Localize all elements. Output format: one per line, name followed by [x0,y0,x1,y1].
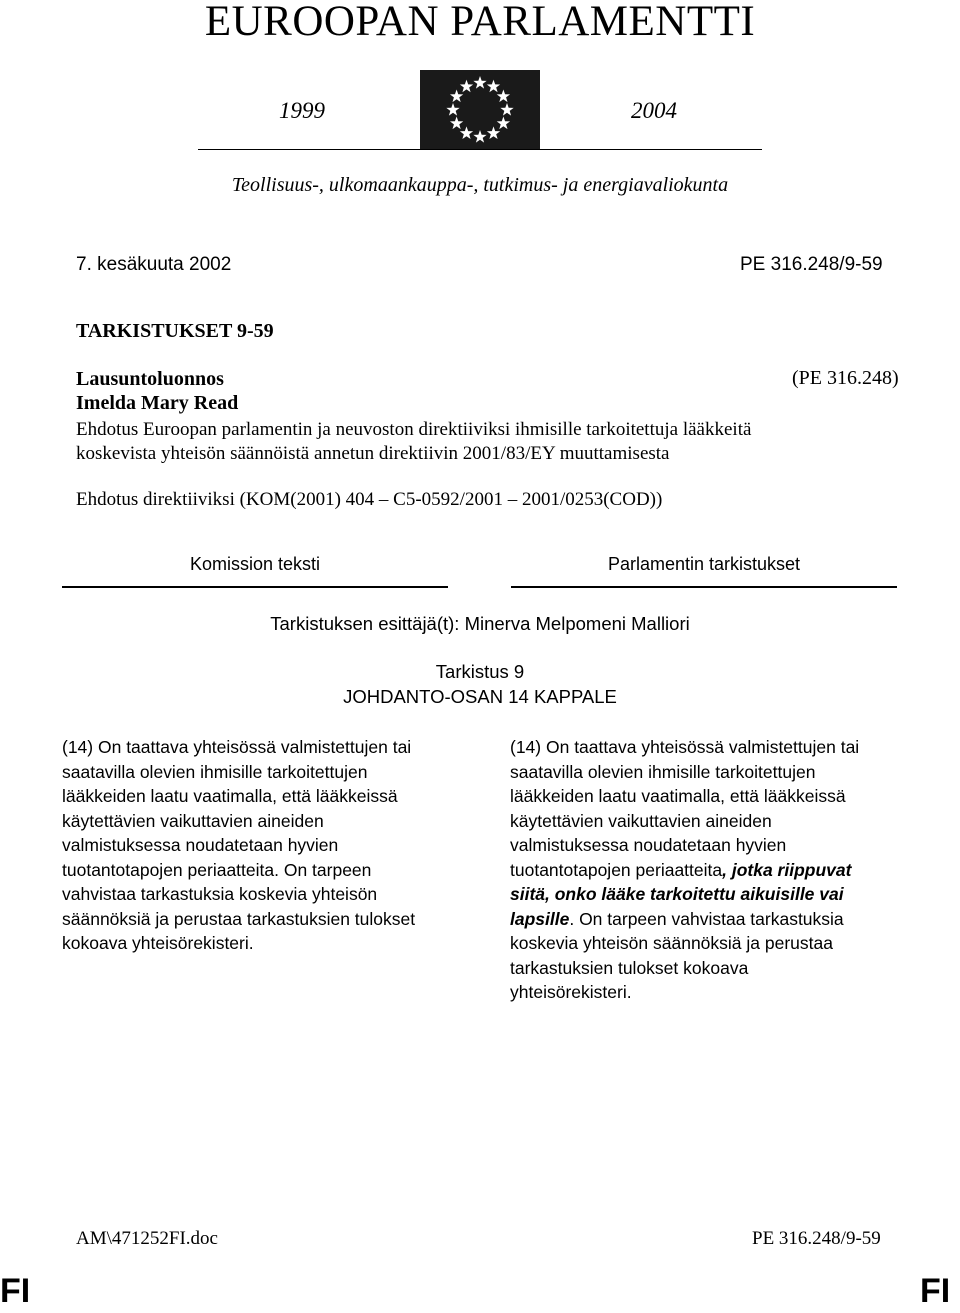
text-line: (14) On taattava yhteisössä valmistettujen tai [62,737,412,757]
commission-text-header: Komission teksti [189,554,321,574]
tabled-by: Tarkistuksen esittäjä(t): Minerva Melpomeni Malliori [270,613,690,634]
document-reference: PE 316.248/9-59 [740,254,883,275]
left-column-rule [62,586,448,588]
eu-stars-icon [420,70,540,150]
parliament-amendments-header: Parlamentin tarkistukset [607,554,801,574]
commission-text-column [62,735,462,956]
amendments-heading: TARKISTUKSET 9-59 [76,320,274,342]
proposal-reference: Ehdotus direktiiviksi (KOM(2001) 404 – C5-0592/2001 – 2001/0253(COD)) [76,489,663,510]
committee-name: Teollisuus-, ulkomaankauppa-, tutkimus- ja energiavaliokunta [231,174,729,196]
text-line: tarkastuksien tulokset kokoava [510,957,749,978]
institution-title: EUROOPAN PARLAMENTTI [204,0,756,45]
text-line [510,907,910,932]
text-line: valmistuksessa noudatetaan hyvien [510,835,787,855]
parliament-amendment-column [510,735,910,1005]
text-line: säännöksiä ja perustaa tarkastuksien tulokset [62,908,416,929]
text-line: käytettävien vaikuttavien aineiden [510,810,772,831]
amended-text: siitä, onko lääke tarkoitettu aikuisille vai [510,884,844,904]
amendment-target: JOHDANTO-OSAN 14 KAPPALE [343,686,617,707]
language-code-left: FI [0,1272,31,1310]
footer-filename: AM\471252FI.doc [76,1228,218,1249]
text-line: vahvistaa tarkastuksia koskevia yhteisön [62,884,378,904]
text-line: koskevia yhteisön säännöksiä ja perustaa [510,933,833,953]
subject-line-1: Ehdotus Euroopan parlamentin ja neuvoston direktiiviksi ihmisille tarkoitettuja lääkkeitä [76,419,752,440]
rapporteur-name: Imelda Mary Read [76,392,239,414]
amended-text: , jotka riippuvat [722,859,852,880]
term-end-year: 2004 [631,98,677,123]
text-line: valmistuksessa noudatetaan hyvien [62,835,339,855]
eu-flag-logo [420,70,540,150]
text-line: saatavilla olevien ihmisille tarkoitettujen [510,761,816,782]
text-line: tuotantotapojen periaatteita. On tarpeen [62,859,372,880]
text-line: yhteisörekisteri. [510,982,632,1002]
text-line: lääkkeiden laatu vaatimalla, että lääkkeissä [62,786,398,806]
text-line: kokoava yhteisörekisteri. [62,933,254,953]
amendment-number: Tarkistus 9 [435,661,525,682]
right-column-rule [511,586,897,588]
text-line: (14) On taattava yhteisössä valmistettujen tai [510,737,860,757]
text-segment: . On tarpeen vahvistaa tarkastuksia [569,908,844,929]
text-line: lääkkeiden laatu vaatimalla, että lääkkeissä [510,786,846,806]
term-start-year: 1999 [279,98,325,123]
text-line: saatavilla olevien ihmisille tarkoitettujen [62,761,368,782]
header-divider [198,149,762,150]
text-line [510,858,910,883]
subject-line-2: koskevista yhteisön säännöistä annetun direktiivin 2001/83/EY muuttamisesta [76,443,670,464]
opinion-reference: (PE 316.248) [792,367,899,389]
document-date: 7. kesäkuuta 2002 [76,254,232,275]
footer-reference: PE 316.248/9-59 [752,1228,881,1249]
amended-text: lapsille [510,908,570,929]
text-segment: tuotantotapojen periaatteita [510,859,723,880]
language-code-right: FI [920,1272,951,1310]
opinion-label: Lausuntoluonnos [76,368,224,390]
text-line: käytettävien vaikuttavien aineiden [62,810,324,831]
